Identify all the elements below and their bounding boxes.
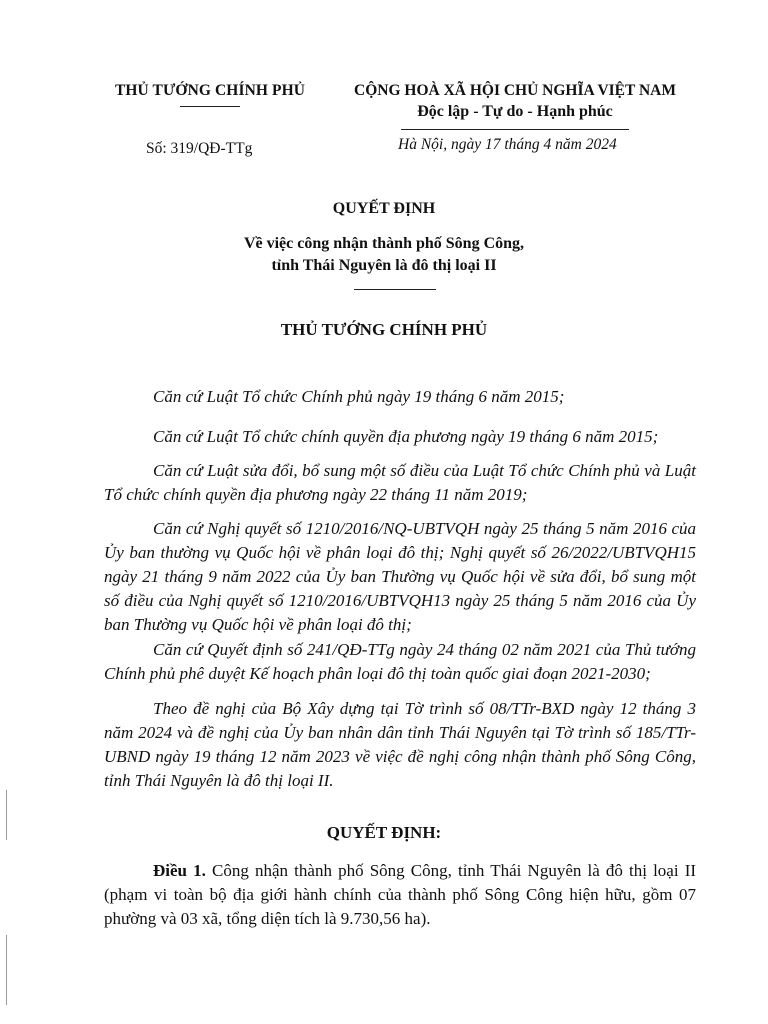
decision-title: QUYẾT ĐỊNH <box>332 200 436 217</box>
legal-basis-6: Theo đề nghị của Bộ Xây dựng tại Tờ trình số 08/TTr-BXD ngày 12 tháng 3 năm 2024 và đề nghị của Ủy ban nhân dân tỉnh Thái Nguyên tại Tờ trình số 185/TTr-UBND ngày 19 tháng 12 năm 2023 về việc đề nghị công nhận thành phố Sông Công, tỉnh Thái Nguyên là đô thị loại II. <box>104 699 696 790</box>
issuer-block <box>100 82 320 107</box>
issuer-name: THỦ TƯỚNG CHÍNH PHỦ <box>114 82 306 99</box>
authority-heading: THỦ TƯỚNG CHÍNH PHỦ <box>280 320 488 339</box>
decision-subject <box>0 233 768 277</box>
legal-basis-4: Căn cứ Nghị quyết số 1210/2016/NQ-UBTVQH ngày 25 tháng 5 năm 2016 của Ủy ban thường vụ Quốc hội về phân loại đô thị; Nghị quyết số 26/2022/UBTVQH15 ngày 21 tháng 9 năm 2022 của Ủy ban Thường vụ Quốc hội về sửa đổi, bổ sung một số điều của Nghị quyết số 1210/2016/UBTVQH13 ngày 25 tháng 5 năm 2016 của Ủy ban Thường vụ Quốc hội về phân loại đô thị; <box>104 519 696 634</box>
national-name: CỘNG HOÀ XÃ HỘI CHỦ NGHĨA VIỆT NAM <box>354 82 676 99</box>
decides-heading: QUYẾT ĐỊNH: <box>326 823 442 842</box>
article-1-label: Điều 1. <box>153 861 206 880</box>
place-and-date: Hà Nội, ngày 17 tháng 4 năm 2024 <box>398 136 617 153</box>
document-number: Số: 319/QĐ-TTg <box>146 140 253 157</box>
legal-basis-3: Căn cứ Luật sửa đổi, bổ sung một số điều của Luật Tổ chức Chính phủ và Luật Tổ chức chính quyền địa phương ngày 22 tháng 11 năm 2019; <box>104 461 696 504</box>
subject-line-1: Về việc công nhận thành phố Sông Công, <box>243 235 525 252</box>
subject-underline <box>354 289 436 290</box>
motto-underline <box>401 129 629 130</box>
scan-margin-mark <box>6 790 7 840</box>
legal-basis-2: Căn cứ Luật Tổ chức chính quyền địa phương ngày 19 tháng 6 năm 2015; <box>153 427 659 446</box>
article-1-text: Công nhận thành phố Sông Công, tỉnh Thái Nguyên là đô thị loại II (phạm vi toàn bộ địa giới hành chính của thành phố Sông Công hiện hữu, gồm 07 phường và 03 xã, tổng diện tích là 9.730,56 ha). <box>104 861 697 928</box>
national-motto: Độc lập - Tự do - Hạnh phúc <box>417 103 613 120</box>
issuer-underline <box>180 106 240 107</box>
scan-margin-mark <box>6 935 7 1005</box>
article-1 <box>104 859 696 931</box>
legal-basis-1: Căn cứ Luật Tổ chức Chính phủ ngày 19 tháng 6 năm 2015; <box>153 387 565 406</box>
national-header <box>330 82 700 130</box>
legal-basis-5: Căn cứ Quyết định số 241/QĐ-TTg ngày 24 tháng 02 năm 2021 của Thủ tướng Chính phủ phê duyệt Kế hoạch phân loại đô thị toàn quốc giai đoạn 2021-2030; <box>104 640 696 683</box>
subject-line-2: tỉnh Thái Nguyên là đô thị loại II <box>271 257 497 274</box>
